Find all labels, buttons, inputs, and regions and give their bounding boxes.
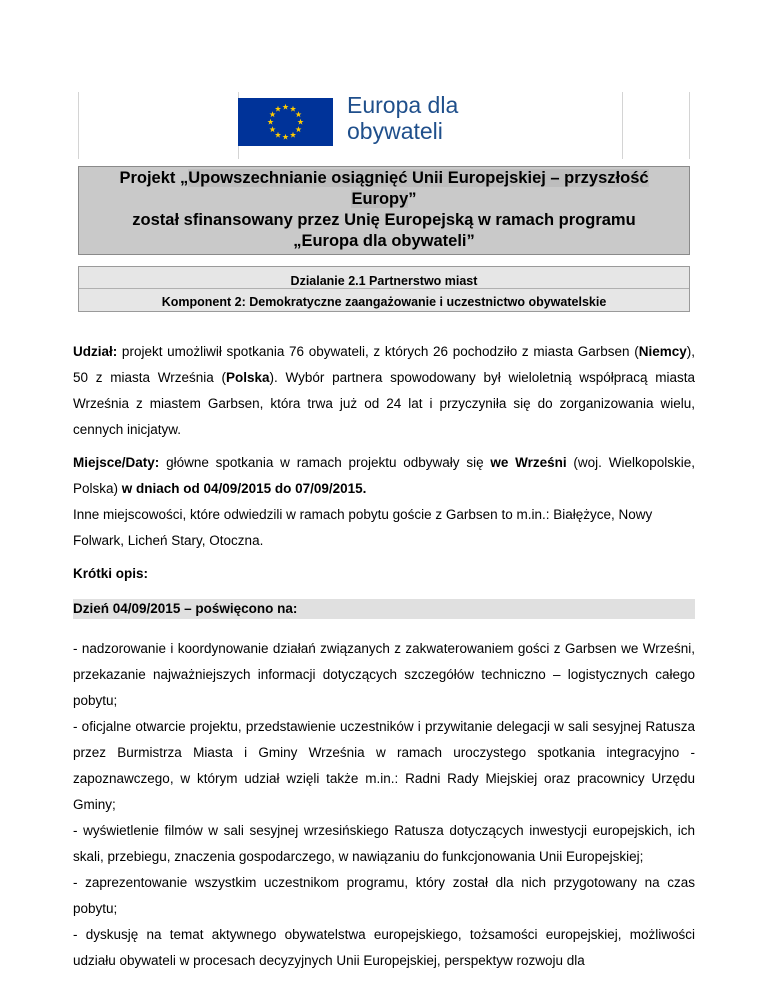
day-item: - zaprezentowanie wszystkim uczestnikom programu, który został dla nich przygotowany na czas pobytu; xyxy=(73,875,695,916)
participation-country2: Polska xyxy=(226,370,270,385)
project-title-close-quote: ” xyxy=(408,190,417,208)
program-title xyxy=(347,92,458,144)
participation-paragraph xyxy=(73,339,695,443)
project-prefix: Projekt „ xyxy=(119,169,189,187)
place-text2: (woj. Wielkopolskie, Polska) xyxy=(73,455,695,496)
day-item: - nadzorowanie i koordynowanie działań związanych z zakwaterowaniem gości z Garbsen we Wrześni, przekazanie najważniejszych informacji dotyczących szczegółów techniczno – logistycznych całego pobytu; xyxy=(73,641,695,708)
frame-left-line xyxy=(78,92,79,159)
project-title-part2: Europy xyxy=(351,190,409,208)
summary-label: Krótki opis: xyxy=(73,566,149,581)
day-heading: Dzień 04/09/2015 – poświęcono na: xyxy=(73,601,298,616)
day-item: - oficjalne otwarcie projektu, przedstawienie uczestników i przywitanie delegacji w sali sesyjnej Ratusza przez Burmistrza Miasta i Gminy Września w ramach uroczystego spotkania integracyjno - zapoznawczego, w którym udział wzięli także m.in.: Radni Rady Miejskiej oraz pracownicy Urzędu Gminy; xyxy=(73,719,695,812)
project-title-part1: Upowszechnianie osiągnięć Unii Europejskiej – przyszłość xyxy=(188,169,649,187)
day-heading-bar xyxy=(73,599,695,619)
place-text1: główne spotkania w ramach projektu odbywały się xyxy=(159,455,491,470)
place-dates: w dniach od 04/09/2015 do 07/09/2015. xyxy=(121,481,367,496)
program-title-line1: Europa dla xyxy=(347,92,459,118)
eu-flag-icon xyxy=(238,98,333,146)
action-separator xyxy=(79,288,689,289)
program-title-line2: obywateli xyxy=(347,118,443,144)
participation-text3: ). Wybór partnera spowodowany był wieloletnią współpracą miasta Września z miastem Garbsen, która trwa już od 24 lat i przyczyniła się do zorganizowania wielu, cennych inicjatyw. xyxy=(73,370,695,437)
participation-country1: Niemcy xyxy=(638,344,687,359)
project-banner xyxy=(78,166,690,255)
day-item: - dyskusję na temat aktywnego obywatelstwa europejskiego, tożsamości europejskiej, możliwości udziału obywateli w procesach decyzyjnych Unii Europejskiej, perspektyw rozwoju dla xyxy=(73,927,695,968)
participation-label: Udział: xyxy=(73,344,118,359)
participation-text1: projekt umożliwił spotkania 76 obywateli, z których 26 pochodziło z miasta Garbsen ( xyxy=(117,344,639,359)
place-city: we Wrześni xyxy=(490,455,567,470)
place-label: Miejsce/Daty: xyxy=(73,455,160,470)
project-line1 xyxy=(79,168,689,189)
frame-right-line xyxy=(689,92,690,159)
project-line4: „Europa dla obywateli” xyxy=(293,232,475,250)
action-banner xyxy=(78,266,690,312)
action-title: Dzialanie 2.1 Partnerstwo miast xyxy=(290,274,478,288)
day-item: - wyświetlenie filmów w sali sesyjnej wrzesińskiego Ratusza dotyczących inwestycji europejskich, ich skali, przebiegu, znaczenia gospodarczego, w nawiązaniu do funkcjonowania Unii Europejskiej; xyxy=(73,823,695,864)
participation-text2: ), 50 z miasta Września ( xyxy=(73,344,695,385)
project-line3: został sfinansowany przez Unię Europejską w ramach programu xyxy=(132,211,636,229)
place-paragraph xyxy=(73,450,695,502)
place-other-towns: Inne miejscowości, które odwiedzili w ramach pobytu goście z Garbsen to m.in.: Białężyce, Nowy Folwark, Licheń Stary, Otoczna. xyxy=(73,507,653,548)
action-component: Komponent 2: Demokratyczne zaangażowanie i uczestnictwo obywatelskie xyxy=(161,295,607,309)
project-line2 xyxy=(79,189,689,210)
